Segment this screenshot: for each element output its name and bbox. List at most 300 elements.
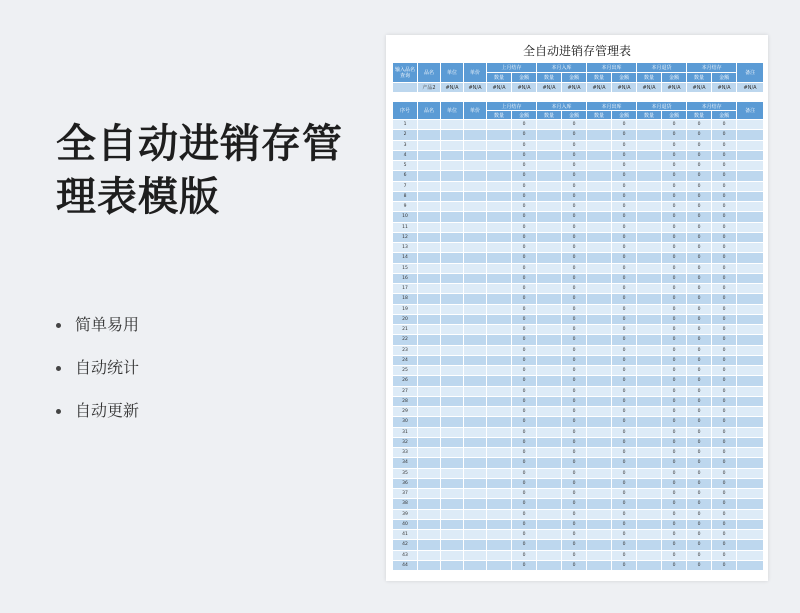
empty-cell[interactable] (418, 181, 441, 191)
empty-cell[interactable] (441, 376, 464, 386)
value-cell[interactable]: 0 (662, 437, 687, 447)
empty-cell[interactable] (441, 263, 464, 273)
empty-cell[interactable] (737, 478, 764, 488)
empty-cell[interactable] (464, 150, 487, 160)
empty-cell[interactable] (487, 550, 512, 560)
value-cell[interactable]: 0 (612, 140, 637, 150)
value-cell[interactable]: 0 (687, 530, 712, 540)
value-cell[interactable]: 0 (687, 212, 712, 222)
value-cell[interactable]: 0 (562, 181, 587, 191)
value-cell[interactable]: 0 (712, 499, 737, 509)
empty-cell[interactable] (441, 202, 464, 212)
value-cell[interactable]: 0 (687, 253, 712, 263)
empty-cell[interactable] (418, 509, 441, 519)
empty-cell[interactable] (737, 222, 764, 232)
empty-cell[interactable] (487, 448, 512, 458)
empty-cell[interactable] (441, 407, 464, 417)
empty-cell[interactable] (441, 304, 464, 314)
empty-cell[interactable] (418, 253, 441, 263)
value-cell[interactable]: 0 (562, 540, 587, 550)
empty-cell[interactable] (487, 345, 512, 355)
empty-cell[interactable] (464, 560, 487, 570)
empty-cell[interactable] (737, 345, 764, 355)
value-cell[interactable]: 0 (512, 468, 537, 478)
value-cell[interactable]: 0 (687, 191, 712, 201)
value-cell[interactable]: 0 (662, 202, 687, 212)
value-cell[interactable]: 0 (712, 243, 737, 253)
empty-cell[interactable] (537, 335, 562, 345)
value-cell[interactable]: 0 (612, 314, 637, 324)
empty-cell[interactable] (441, 294, 464, 304)
value-cell[interactable]: 0 (512, 437, 537, 447)
empty-cell[interactable] (464, 417, 487, 427)
value-cell[interactable]: 0 (712, 181, 737, 191)
empty-cell[interactable] (487, 386, 512, 396)
value-cell[interactable]: 0 (512, 366, 537, 376)
empty-cell[interactable] (537, 171, 562, 181)
value-cell[interactable]: 0 (562, 509, 587, 519)
empty-cell[interactable] (487, 294, 512, 304)
value-cell[interactable]: 0 (562, 263, 587, 273)
value-cell[interactable]: 0 (612, 191, 637, 201)
value-cell[interactable]: 0 (562, 468, 587, 478)
empty-cell[interactable] (737, 120, 764, 130)
empty-cell[interactable] (464, 448, 487, 458)
empty-cell[interactable] (441, 243, 464, 253)
value-cell[interactable]: 0 (712, 273, 737, 283)
value-cell[interactable]: 0 (662, 325, 687, 335)
value-cell[interactable]: 0 (512, 519, 537, 529)
empty-cell[interactable] (441, 161, 464, 171)
empty-cell[interactable] (587, 253, 612, 263)
empty-cell[interactable] (737, 468, 764, 478)
value-cell[interactable]: 0 (662, 509, 687, 519)
empty-cell[interactable] (737, 530, 764, 540)
empty-cell[interactable] (587, 509, 612, 519)
value-cell[interactable]: 0 (612, 325, 637, 335)
value-cell[interactable]: 0 (612, 468, 637, 478)
value-cell[interactable]: 0 (712, 407, 737, 417)
empty-cell[interactable] (487, 161, 512, 171)
empty-cell[interactable] (637, 417, 662, 427)
value-cell[interactable]: 0 (712, 345, 737, 355)
value-cell[interactable]: 0 (512, 222, 537, 232)
value-cell[interactable]: 0 (612, 150, 637, 160)
empty-cell[interactable] (464, 294, 487, 304)
value-cell[interactable]: 0 (562, 243, 587, 253)
value-cell[interactable]: 0 (687, 140, 712, 150)
empty-cell[interactable] (637, 540, 662, 550)
value-cell[interactable]: 0 (562, 130, 587, 140)
empty-cell[interactable] (441, 540, 464, 550)
value-cell[interactable]: 0 (687, 171, 712, 181)
empty-cell[interactable] (464, 530, 487, 540)
empty-cell[interactable] (441, 427, 464, 437)
empty-cell[interactable] (537, 130, 562, 140)
value-cell[interactable]: 0 (562, 150, 587, 160)
value-cell[interactable]: 0 (662, 120, 687, 130)
empty-cell[interactable] (487, 140, 512, 150)
empty-cell[interactable] (441, 150, 464, 160)
empty-cell[interactable] (464, 273, 487, 283)
value-cell[interactable]: 0 (612, 530, 637, 540)
value-cell[interactable]: 0 (612, 212, 637, 222)
value-cell[interactable]: 0 (562, 386, 587, 396)
value-cell[interactable]: 0 (712, 191, 737, 201)
value-cell[interactable]: 0 (712, 366, 737, 376)
empty-cell[interactable] (537, 304, 562, 314)
empty-cell[interactable] (418, 530, 441, 540)
empty-cell[interactable] (487, 530, 512, 540)
value-cell[interactable]: 0 (562, 489, 587, 499)
value-cell[interactable]: 0 (687, 540, 712, 550)
empty-cell[interactable] (487, 417, 512, 427)
value-cell[interactable]: 0 (662, 458, 687, 468)
empty-cell[interactable] (418, 560, 441, 570)
empty-cell[interactable] (441, 448, 464, 458)
empty-cell[interactable] (441, 437, 464, 447)
empty-cell[interactable] (441, 191, 464, 201)
value-cell[interactable]: 0 (562, 407, 587, 417)
empty-cell[interactable] (418, 130, 441, 140)
empty-cell[interactable] (587, 284, 612, 294)
value-cell[interactable]: 0 (712, 130, 737, 140)
value-cell[interactable]: 0 (512, 284, 537, 294)
value-cell[interactable]: 0 (712, 437, 737, 447)
value-cell[interactable]: 0 (662, 191, 687, 201)
value-cell[interactable]: 0 (687, 150, 712, 160)
empty-cell[interactable] (587, 130, 612, 140)
empty-cell[interactable] (537, 407, 562, 417)
empty-cell[interactable] (537, 181, 562, 191)
empty-cell[interactable] (464, 478, 487, 488)
empty-cell[interactable] (418, 263, 441, 273)
empty-cell[interactable] (637, 243, 662, 253)
empty-cell[interactable] (537, 530, 562, 540)
empty-cell[interactable] (464, 243, 487, 253)
empty-cell[interactable] (637, 202, 662, 212)
empty-cell[interactable] (418, 376, 441, 386)
empty-cell[interactable] (487, 560, 512, 570)
value-cell[interactable]: 0 (562, 376, 587, 386)
empty-cell[interactable] (637, 120, 662, 130)
empty-cell[interactable] (587, 243, 612, 253)
empty-cell[interactable] (464, 325, 487, 335)
value-cell[interactable]: 0 (612, 120, 637, 130)
empty-cell[interactable] (487, 130, 512, 140)
empty-cell[interactable] (637, 232, 662, 242)
empty-cell[interactable] (441, 396, 464, 406)
empty-cell[interactable] (587, 386, 612, 396)
empty-cell[interactable] (537, 284, 562, 294)
empty-cell[interactable] (464, 130, 487, 140)
empty-cell[interactable] (587, 499, 612, 509)
empty-cell[interactable] (537, 202, 562, 212)
value-cell[interactable]: 0 (687, 314, 712, 324)
value-cell[interactable]: 0 (687, 273, 712, 283)
value-cell[interactable]: 0 (687, 130, 712, 140)
empty-cell[interactable] (464, 489, 487, 499)
empty-cell[interactable] (737, 212, 764, 222)
empty-cell[interactable] (418, 171, 441, 181)
value-cell[interactable]: 0 (562, 437, 587, 447)
empty-cell[interactable] (737, 232, 764, 242)
empty-cell[interactable] (464, 499, 487, 509)
empty-cell[interactable] (418, 355, 441, 365)
empty-cell[interactable] (537, 519, 562, 529)
empty-cell[interactable] (737, 140, 764, 150)
empty-cell[interactable] (737, 489, 764, 499)
value-cell[interactable]: 0 (512, 294, 537, 304)
value-cell[interactable]: 0 (662, 560, 687, 570)
empty-cell[interactable] (537, 550, 562, 560)
empty-cell[interactable] (737, 335, 764, 345)
empty-cell[interactable] (537, 325, 562, 335)
empty-cell[interactable] (587, 417, 612, 427)
empty-cell[interactable] (537, 263, 562, 273)
empty-cell[interactable] (487, 314, 512, 324)
empty-cell[interactable] (418, 468, 441, 478)
value-cell[interactable]: 0 (612, 161, 637, 171)
empty-cell[interactable] (441, 355, 464, 365)
empty-cell[interactable] (464, 284, 487, 294)
value-cell[interactable]: 0 (662, 478, 687, 488)
value-cell[interactable]: 0 (612, 458, 637, 468)
empty-cell[interactable] (537, 560, 562, 570)
empty-cell[interactable] (737, 448, 764, 458)
empty-cell[interactable] (737, 407, 764, 417)
value-cell[interactable]: 0 (612, 519, 637, 529)
empty-cell[interactable] (587, 120, 612, 130)
empty-cell[interactable] (587, 530, 612, 540)
empty-cell[interactable] (464, 550, 487, 560)
value-cell[interactable]: 0 (562, 294, 587, 304)
value-cell[interactable]: 0 (612, 509, 637, 519)
value-cell[interactable]: 0 (512, 560, 537, 570)
empty-cell[interactable] (441, 140, 464, 150)
empty-cell[interactable] (637, 325, 662, 335)
empty-cell[interactable] (587, 202, 612, 212)
value-cell[interactable]: 0 (512, 448, 537, 458)
value-cell[interactable]: 0 (712, 325, 737, 335)
value-cell[interactable]: 0 (712, 140, 737, 150)
value-cell[interactable]: 0 (612, 181, 637, 191)
empty-cell[interactable] (637, 314, 662, 324)
empty-cell[interactable] (737, 171, 764, 181)
value-cell[interactable]: 0 (612, 396, 637, 406)
empty-cell[interactable] (587, 273, 612, 283)
empty-cell[interactable] (464, 437, 487, 447)
empty-cell[interactable] (418, 325, 441, 335)
empty-cell[interactable] (637, 181, 662, 191)
value-cell[interactable]: 0 (612, 448, 637, 458)
value-cell[interactable]: 0 (612, 284, 637, 294)
empty-cell[interactable] (587, 489, 612, 499)
value-cell[interactable]: 0 (662, 253, 687, 263)
value-cell[interactable]: 0 (512, 550, 537, 560)
empty-cell[interactable] (418, 478, 441, 488)
empty-cell[interactable] (737, 509, 764, 519)
empty-cell[interactable] (418, 489, 441, 499)
empty-cell[interactable] (737, 130, 764, 140)
value-cell[interactable]: 0 (687, 335, 712, 345)
value-cell[interactable]: 0 (562, 284, 587, 294)
value-cell[interactable]: 0 (712, 314, 737, 324)
empty-cell[interactable] (637, 468, 662, 478)
empty-cell[interactable] (464, 458, 487, 468)
empty-cell[interactable] (418, 314, 441, 324)
value-cell[interactable]: 0 (662, 263, 687, 273)
empty-cell[interactable] (418, 161, 441, 171)
empty-cell[interactable] (441, 253, 464, 263)
empty-cell[interactable] (487, 171, 512, 181)
value-cell[interactable]: 0 (687, 448, 712, 458)
empty-cell[interactable] (537, 243, 562, 253)
value-cell[interactable]: 0 (612, 304, 637, 314)
empty-cell[interactable] (418, 232, 441, 242)
value-cell[interactable]: 0 (562, 519, 587, 529)
value-cell[interactable]: 0 (562, 366, 587, 376)
empty-cell[interactable] (487, 366, 512, 376)
value-cell[interactable]: 0 (512, 130, 537, 140)
empty-cell[interactable] (637, 478, 662, 488)
value-cell[interactable]: 0 (712, 458, 737, 468)
value-cell[interactable]: 0 (712, 560, 737, 570)
empty-cell[interactable] (537, 417, 562, 427)
value-cell[interactable]: 0 (562, 417, 587, 427)
empty-cell[interactable] (441, 171, 464, 181)
value-cell[interactable]: 0 (562, 355, 587, 365)
value-cell[interactable]: 0 (512, 499, 537, 509)
empty-cell[interactable] (487, 376, 512, 386)
value-cell[interactable]: 0 (662, 427, 687, 437)
empty-cell[interactable] (464, 191, 487, 201)
value-cell[interactable]: 0 (562, 140, 587, 150)
empty-cell[interactable] (487, 304, 512, 314)
empty-cell[interactable] (418, 212, 441, 222)
value-cell[interactable]: 0 (662, 468, 687, 478)
empty-cell[interactable] (737, 550, 764, 560)
value-cell[interactable]: 0 (612, 335, 637, 345)
empty-cell[interactable] (441, 314, 464, 324)
empty-cell[interactable] (464, 314, 487, 324)
value-cell[interactable]: 0 (712, 232, 737, 242)
empty-cell[interactable] (737, 396, 764, 406)
empty-cell[interactable] (537, 458, 562, 468)
value-cell[interactable]: 0 (662, 499, 687, 509)
empty-cell[interactable] (537, 161, 562, 171)
empty-cell[interactable] (487, 335, 512, 345)
empty-cell[interactable] (464, 171, 487, 181)
value-cell[interactable]: 0 (612, 417, 637, 427)
value-cell[interactable]: 0 (512, 335, 537, 345)
empty-cell[interactable] (637, 499, 662, 509)
value-cell[interactable]: 0 (712, 284, 737, 294)
empty-cell[interactable] (487, 181, 512, 191)
value-cell[interactable]: 0 (562, 448, 587, 458)
empty-cell[interactable] (487, 499, 512, 509)
value-cell[interactable]: 0 (612, 478, 637, 488)
empty-cell[interactable] (737, 202, 764, 212)
value-cell[interactable]: 0 (687, 345, 712, 355)
value-cell[interactable]: 0 (687, 519, 712, 529)
empty-cell[interactable] (441, 181, 464, 191)
empty-cell[interactable] (537, 376, 562, 386)
empty-cell[interactable] (441, 468, 464, 478)
value-cell[interactable]: 0 (612, 355, 637, 365)
empty-cell[interactable] (737, 150, 764, 160)
value-cell[interactable]: 0 (612, 560, 637, 570)
empty-cell[interactable] (441, 489, 464, 499)
empty-cell[interactable] (464, 253, 487, 263)
empty-cell[interactable] (464, 519, 487, 529)
empty-cell[interactable] (637, 448, 662, 458)
empty-cell[interactable] (637, 253, 662, 263)
value-cell[interactable]: 0 (687, 304, 712, 314)
empty-cell[interactable] (441, 130, 464, 140)
empty-cell[interactable] (487, 540, 512, 550)
empty-cell[interactable] (487, 437, 512, 447)
value-cell[interactable]: 0 (612, 550, 637, 560)
empty-cell[interactable] (537, 509, 562, 519)
value-cell[interactable]: 0 (512, 304, 537, 314)
value-cell[interactable]: 0 (687, 325, 712, 335)
empty-cell[interactable] (487, 243, 512, 253)
empty-cell[interactable] (464, 120, 487, 130)
value-cell[interactable]: 0 (612, 263, 637, 273)
empty-cell[interactable] (464, 222, 487, 232)
empty-cell[interactable] (441, 222, 464, 232)
value-cell[interactable]: 0 (662, 140, 687, 150)
value-cell[interactable]: 0 (662, 519, 687, 529)
empty-cell[interactable] (418, 202, 441, 212)
value-cell[interactable]: 0 (562, 530, 587, 540)
value-cell[interactable]: 0 (712, 530, 737, 540)
empty-cell[interactable] (637, 550, 662, 560)
empty-cell[interactable] (537, 120, 562, 130)
empty-cell[interactable] (637, 530, 662, 540)
empty-cell[interactable] (487, 489, 512, 499)
empty-cell[interactable] (418, 294, 441, 304)
empty-cell[interactable] (537, 386, 562, 396)
empty-cell[interactable] (464, 355, 487, 365)
empty-cell[interactable] (637, 376, 662, 386)
empty-cell[interactable] (637, 304, 662, 314)
empty-cell[interactable] (487, 509, 512, 519)
empty-cell[interactable] (737, 560, 764, 570)
value-cell[interactable]: 0 (712, 171, 737, 181)
empty-cell[interactable] (441, 509, 464, 519)
empty-cell[interactable] (487, 212, 512, 222)
empty-cell[interactable] (487, 519, 512, 529)
empty-cell[interactable] (441, 519, 464, 529)
value-cell[interactable]: 0 (612, 130, 637, 140)
empty-cell[interactable] (637, 458, 662, 468)
value-cell[interactable]: 0 (712, 294, 737, 304)
empty-cell[interactable] (737, 437, 764, 447)
empty-cell[interactable] (537, 355, 562, 365)
value-cell[interactable]: 0 (612, 427, 637, 437)
empty-cell[interactable] (441, 417, 464, 427)
empty-cell[interactable] (587, 263, 612, 273)
empty-cell[interactable] (637, 427, 662, 437)
value-cell[interactable]: 0 (562, 191, 587, 201)
value-cell[interactable]: 0 (687, 120, 712, 130)
empty-cell[interactable] (587, 212, 612, 222)
empty-cell[interactable] (587, 181, 612, 191)
empty-cell[interactable] (464, 304, 487, 314)
empty-cell[interactable] (418, 120, 441, 130)
